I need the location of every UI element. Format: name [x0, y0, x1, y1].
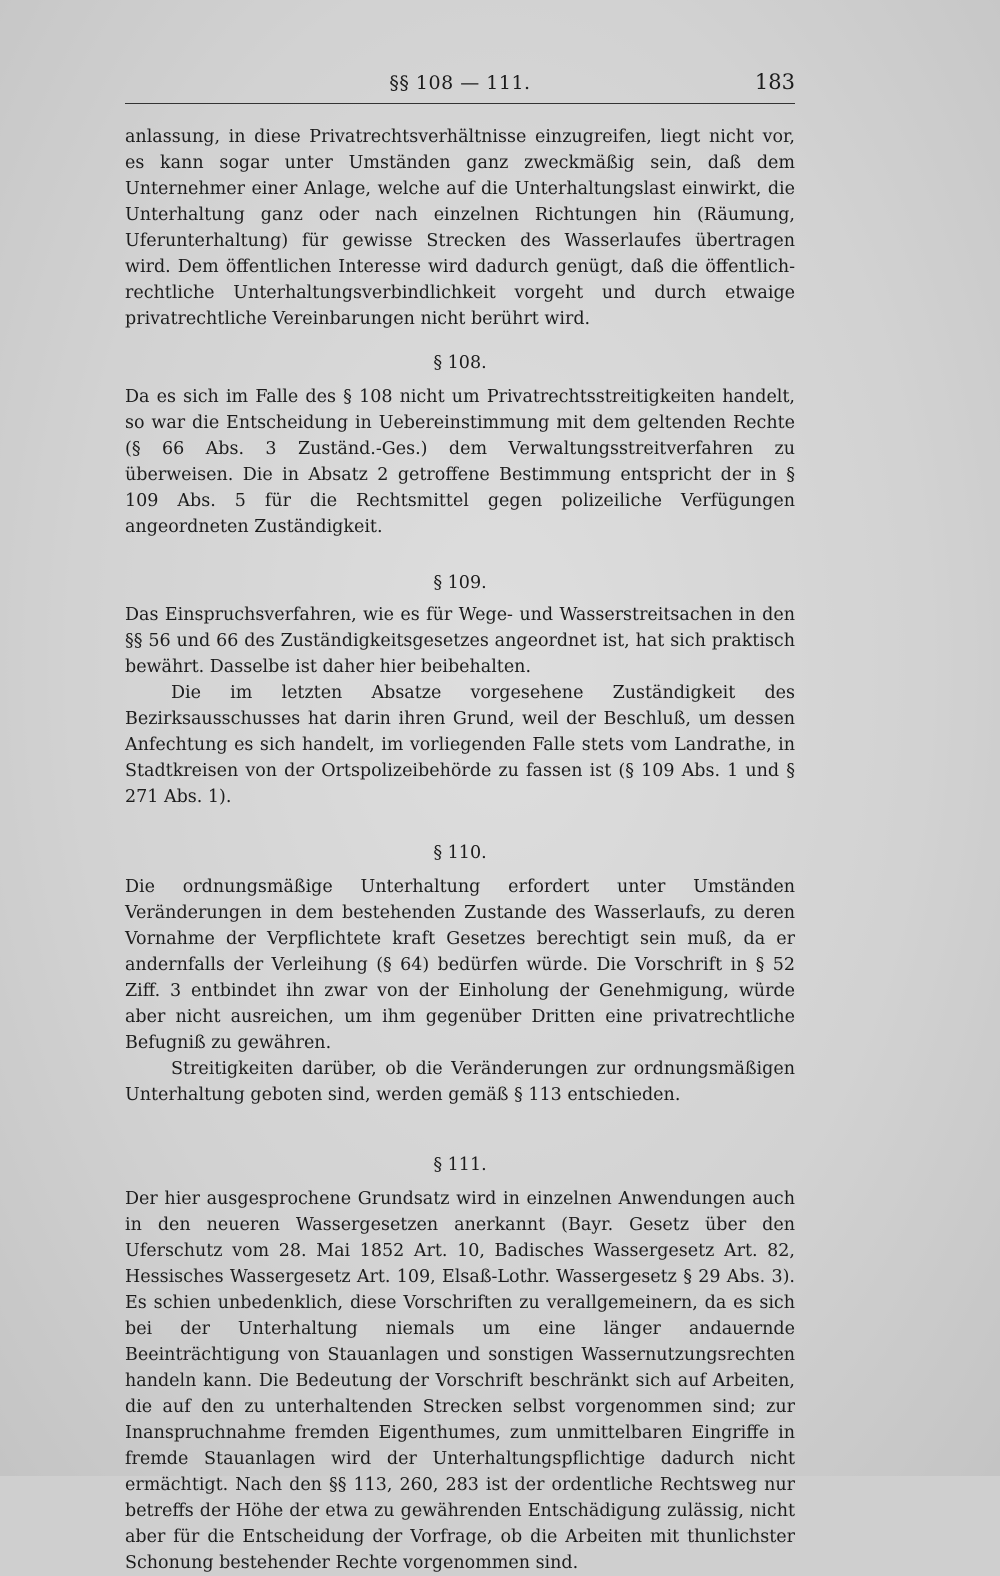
header-rule	[125, 103, 795, 104]
section-110-paragraph-2: Streitigkeiten darüber, ob die Veränderungen zur ordnungsmäßigen Unterhaltung geboten sind, werden gemäß § 113 entschieden.	[125, 1059, 795, 1105]
section-110-paragraph-1: Die ordnungsmäßige Unterhaltung erfordert unter Umständen Veränderungen in dem bestehenden Zustande des Wasserlaufs, zu deren Vornahme der Verpflichtete kraft Gesetzes berechtigt sein muß, da er andernfalls der Verleihung (§ 64) bedürfen würde. Die Vorschrift in § 52 Ziff. 3 entbindet ihn zwar von der Einholung der Genehmigung, würde aber nicht ausreichen, um ihm gegenüber Dritten eine privatrechtliche Befugniß zu gewähren.	[125, 877, 795, 1053]
section-108-paragraph-1: Da es sich im Falle des § 108 nicht um Privatrechtsstreitigkeiten handelt, so war die Entscheidung in Uebereinstimmung mit dem geltenden Rechte (§ 66 Abs. 3 Zuständ.-Ges.) dem Verwaltungsstreitverfahren zu überweisen. Die in Absatz 2 getroffene Bestimmung entspricht der in § 109 Abs. 5 für die Rechtsmittel gegen polizeiliche Verfügungen angeordneten Zuständigkeit.	[125, 387, 795, 537]
section-heading-108: § 108.	[433, 353, 487, 373]
page-number: 183	[754, 70, 795, 94]
running-title: §§ 108 — 111.	[389, 72, 531, 94]
section-heading-110: § 110.	[433, 843, 487, 863]
section-heading-109: § 109.	[433, 573, 487, 593]
page-header	[125, 70, 795, 104]
section-heading-111: § 111.	[433, 1155, 487, 1175]
intro-paragraph: anlassung, in diese Privatrechtsverhältnisse einzugreifen, liegt nicht vor, es kann sogar unter Umständen ganz zweckmäßig sein, daß dem Unternehmer einer Anlage, welche auf die Unterhaltungslast einwirkt, die Unterhaltung ganz oder nach einzelnen Richtungen hin (Räumung, Uferunterhaltung) für gewisse Strecken des Wasserlaufes übertragen wird. Dem öffentlichen Interesse wird dadurch genügt, daß die öffentlich-rechtliche Unterhaltungsverbindlichkeit vorgeht und durch etwaige privatrechtliche Vereinbarungen nicht berührt wird.	[125, 127, 795, 329]
section-109-paragraph-1: Das Einspruchsverfahren, wie es für Wege- und Wasserstreitsachen in den §§ 56 und 66 des Zuständigkeitsgesetzes angeordnet ist, hat sich praktisch bewährt. Dasselbe ist daher hier beibehalten.	[125, 605, 795, 677]
section-111-paragraph-1: Der hier ausgesprochene Grundsatz wird in einzelnen Anwendungen auch in den neueren Wassergesetzen anerkannt (Bayr. Gesetz über den Uferschutz vom 28. Mai 1852 Art. 10, Badisches Wassergesetz Art. 82, Hessisches Wassergesetz Art. 109, Elsaß-Lothr. Wassergesetz § 29 Abs. 3). Es schien unbedenklich, diese Vorschriften zu verallgemeinern, da es sich bei der Unterhaltung niemals um eine länger andauernde Beeinträchtigung von Stauanlagen und sonstigen Wassernutzungsrechten handeln kann. Die Bedeutung der Vorschrift beschränkt sich auf Arbeiten, die auf den zu unterhaltenden Strecken selbst vorgenommen sind; zur Inanspruchnahme fremden Eigenthumes, zum unmittelbaren Eingriffe in fremde Stauanlagen wird der Unterhaltungspflichtige dadurch nicht ermächtigt. Nach den §§ 113, 260, 283 ist der ordentliche Rechtsweg nur betreffs der Höhe der etwa zu gewährenden Entschädigung zulässig, nicht aber für die Entscheidung der Vorfrage, ob die Arbeiten mit thunlichster Schonung bestehender Rechte vorgenommen sind.	[125, 1189, 795, 1573]
section-109-paragraph-2: Die im letzten Absatze vorgesehene Zuständigkeit des Bezirksausschusses hat darin ihren Grund, weil der Beschluß, um dessen Anfechtung es sich handelt, im vorliegenden Falle stets vom Landrathe, in Stadtkreisen von der Ortspolizeibehörde zu fassen ist (§ 109 Abs. 1 und § 271 Abs. 1).	[125, 683, 795, 807]
page-body	[125, 124, 795, 1576]
